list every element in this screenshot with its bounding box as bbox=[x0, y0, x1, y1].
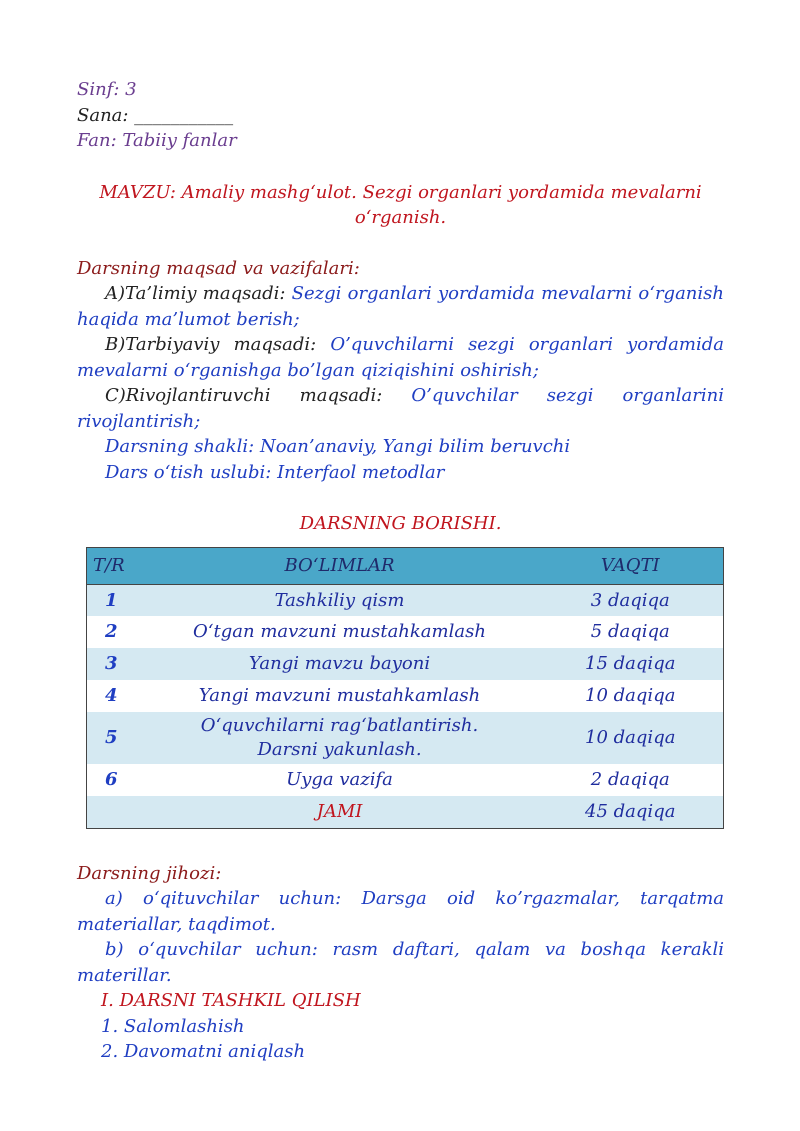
total-label: JAMI bbox=[142, 796, 538, 828]
equipment-teachers: a) o‘qituvchilar uchun: Darsga oid ko’rgazmalar, tarqatma materiallar, taqdimot. bbox=[77, 888, 724, 935]
goal-c-label: C)Rivojlantiruvchi maqsadi: bbox=[105, 385, 383, 406]
goal-a-text: Sezgi organlari yordamida mevalarni o‘rganish haqida ma’lumot berish; bbox=[77, 283, 724, 330]
total-number-empty bbox=[87, 796, 142, 828]
col-header-number: T/R bbox=[87, 547, 142, 584]
table-row bbox=[87, 648, 724, 680]
table-row bbox=[87, 584, 724, 616]
row-section bbox=[142, 712, 538, 764]
table-row bbox=[87, 712, 724, 764]
goal-b bbox=[77, 332, 724, 383]
total-time: 45 daqiqa bbox=[538, 796, 724, 828]
goal-c-text: O’quvchilar sezgi organlarini rivojlantirish; bbox=[77, 385, 724, 432]
row-time: 15 daqiqa bbox=[538, 648, 724, 680]
equipment-heading: Darsning jihozi: bbox=[77, 862, 222, 884]
goal-a-label: A)Ta’limiy maqsadi: bbox=[105, 283, 286, 304]
row-time: 10 daqiqa bbox=[538, 680, 724, 712]
section1-heading: I. DARSNI TASHKIL QILISH bbox=[101, 990, 361, 1011]
row-section: Yangi mavzu bayoni bbox=[142, 648, 538, 680]
row-number: 2 bbox=[87, 616, 142, 648]
row-time: 10 daqiqa bbox=[538, 712, 724, 764]
goal-b-label: B)Tarbiyaviy maqsadi: bbox=[105, 334, 317, 355]
goal-a bbox=[77, 281, 724, 332]
subject-line: Fan: Tabiiy fanlar bbox=[77, 130, 237, 151]
goal-b-text: O’quvchilarni sezgi organlari yordamida mevalarni o‘rganishga bo’lgan qiziqishini oshirish; bbox=[77, 334, 724, 381]
row-time: 3 daqiqa bbox=[538, 584, 724, 616]
goals-heading: Darsning maqsad va vazifalari: bbox=[77, 257, 360, 279]
row-number: 3 bbox=[87, 648, 142, 680]
equipment-section bbox=[77, 861, 724, 1065]
row-number: 6 bbox=[87, 764, 142, 796]
row-section-line2: Darsni yakunlash. bbox=[257, 739, 422, 760]
lesson-method: Dars o‘tish uslubi: Interfaol metodlar bbox=[105, 461, 445, 483]
list-item: 1. Salomlashish bbox=[101, 1015, 245, 1037]
row-time: 5 daqiqa bbox=[538, 616, 724, 648]
document-page bbox=[77, 77, 724, 1065]
table-row bbox=[87, 680, 724, 712]
row-number: 4 bbox=[87, 680, 142, 712]
table-total-row bbox=[87, 796, 724, 828]
goal-c bbox=[77, 383, 724, 434]
date-line: Sana: ___________ bbox=[77, 104, 234, 126]
row-section: Tashkiliy qism bbox=[142, 584, 538, 616]
row-time: 2 daqiqa bbox=[538, 764, 724, 796]
table-header-row bbox=[87, 547, 724, 584]
table-row bbox=[87, 764, 724, 796]
col-header-sections: BO‘LIMLAR bbox=[142, 547, 538, 584]
row-number: 5 bbox=[87, 712, 142, 764]
row-section: Yangi mavzuni mustahkamlash bbox=[142, 680, 538, 712]
table-row bbox=[87, 616, 724, 648]
list-item: 2. Davomatni aniqlash bbox=[101, 1041, 306, 1062]
topic-title: MAVZU: Amaliy mashg‘ulot. Sezgi organlari yordamida mevalarni o‘rganish. bbox=[99, 181, 702, 228]
goals-section bbox=[77, 256, 724, 486]
grade-line: Sinf: 3 bbox=[77, 79, 137, 100]
row-section: Uyga vazifa bbox=[142, 764, 538, 796]
col-header-time: VAQTI bbox=[538, 547, 724, 584]
row-number: 1 bbox=[87, 584, 142, 616]
process-title: DARSNING BORISHI. bbox=[299, 513, 502, 534]
row-section-line1: O‘quvchilarni rag‘batlantirish. bbox=[200, 715, 479, 736]
equipment-students: b) o‘quvchilar uchun: rasm daftari, qalam va boshqa kerakli materillar. bbox=[77, 939, 724, 986]
lesson-form: Darsning shakli: Noan’anaviy, Yangi bilim beruvchi bbox=[105, 436, 571, 457]
row-section: O‘tgan mavzuni mustahkamlash bbox=[142, 616, 538, 648]
lesson-plan-table bbox=[86, 547, 724, 829]
header-block bbox=[77, 77, 724, 154]
